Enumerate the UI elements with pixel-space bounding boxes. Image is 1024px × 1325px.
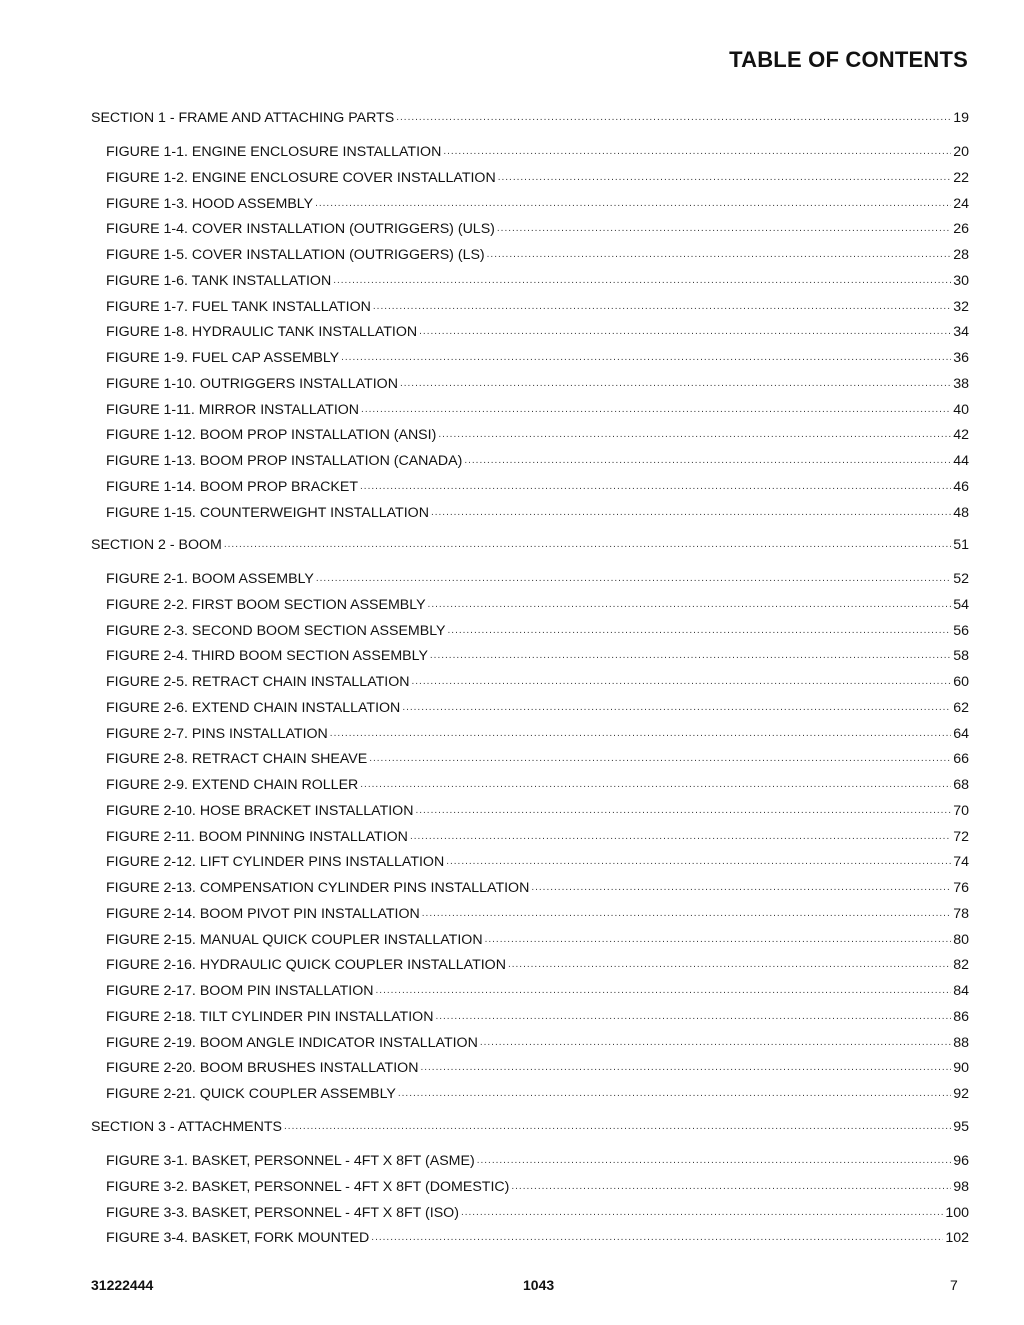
figure-entry-page-number: 76 — [953, 880, 969, 896]
dot-leader — [315, 193, 951, 213]
dot-leader — [461, 1202, 943, 1222]
section-entry-page-number: 51 — [953, 537, 969, 553]
figure-entry-title: FIGURE 2-10. HOSE BRACKET INSTALLATION — [106, 802, 414, 819]
dot-leader — [477, 1150, 952, 1170]
figure-entry-page-number: 32 — [953, 298, 969, 315]
figure-entry-page-number: 34 — [953, 324, 969, 341]
figure-entry-page-number: 78 — [953, 905, 969, 922]
dot-leader — [402, 697, 951, 717]
footer-model-number: 1043 — [523, 1277, 555, 1293]
figure-entry-title: FIGURE 2-15. MANUAL QUICK COUPLER INSTALLATION — [106, 931, 483, 948]
figure-entry-title: FIGURE 1-8. HYDRAULIC TANK INSTALLATION — [106, 324, 418, 341]
dot-leader — [333, 270, 951, 290]
figure-entry-page-number: 102 — [945, 1230, 969, 1247]
figure-entry-page-number: 72 — [953, 828, 969, 845]
figure-entry[interactable] — [106, 272, 969, 290]
figure-entry[interactable] — [106, 673, 969, 691]
dot-leader — [369, 748, 951, 768]
figure-entry-title: FIGURE 3-2. BASKET, PERSONNEL - 4FT X 8FT (DOMESTIC) — [106, 1178, 510, 1195]
figure-entry[interactable] — [106, 349, 969, 367]
figure-entry-page-number: 28 — [953, 247, 969, 263]
figure-entry-title: FIGURE 2-13. COMPENSATION CYLINDER PINS INSTALLATION — [106, 880, 530, 896]
figure-entry-page-number: 46 — [953, 478, 969, 495]
figure-entry-title: FIGURE 1-14. BOOM PROP BRACKET — [106, 478, 359, 495]
figure-entry-page-number: 20 — [953, 144, 969, 160]
dot-leader — [284, 1116, 951, 1136]
figure-entry-title: FIGURE 1-3. HOOD ASSEMBLY — [106, 195, 314, 212]
figure-entry[interactable] — [106, 853, 969, 871]
figure-entry-title: FIGURE 1-4. COVER INSTALLATION (OUTRIGGERS) (ULS) — [106, 221, 495, 238]
dot-leader — [422, 903, 951, 923]
figure-entry-title: FIGURE 2-21. QUICK COUPLER ASSEMBLY — [106, 1086, 396, 1102]
figure-entry-page-number: 100 — [945, 1204, 969, 1221]
section-entry[interactable] — [91, 109, 969, 127]
figure-entry-title: FIGURE 3-3. BASKET, PERSONNEL - 4FT X 8FT (ISO) — [106, 1204, 459, 1221]
figure-entry-page-number: 24 — [953, 195, 969, 212]
dot-leader — [511, 1176, 951, 1196]
figure-entry[interactable] — [106, 1059, 969, 1077]
figure-entry[interactable] — [106, 905, 969, 923]
figure-entry[interactable] — [106, 220, 969, 238]
figure-entry-page-number: 40 — [953, 401, 969, 418]
figure-entry-title: FIGURE 3-4. BASKET, FORK MOUNTED — [106, 1230, 370, 1247]
figure-entry[interactable] — [106, 452, 969, 470]
figure-entry-page-number: 96 — [953, 1153, 969, 1169]
figure-entry-page-number: 42 — [953, 427, 969, 444]
dot-leader — [431, 502, 951, 522]
dot-leader — [420, 1057, 951, 1077]
dot-leader — [410, 826, 951, 846]
dot-leader — [480, 1032, 951, 1052]
figure-entry-title: FIGURE 3-1. BASKET, PERSONNEL - 4FT X 8FT (ASME) — [106, 1153, 475, 1169]
figure-entry[interactable] — [106, 956, 969, 974]
figure-entry[interactable] — [106, 982, 969, 1000]
dot-leader — [435, 1006, 951, 1026]
figure-entry[interactable] — [106, 776, 969, 794]
figure-entry[interactable] — [106, 725, 969, 743]
figure-entry-page-number: 56 — [953, 622, 969, 639]
dot-leader — [330, 723, 951, 743]
figure-entry-title: FIGURE 2-14. BOOM PIVOT PIN INSTALLATION — [106, 905, 420, 922]
figure-entry-page-number: 36 — [953, 350, 969, 366]
footer-page-number: 7 — [950, 1277, 958, 1293]
figure-entry[interactable] — [106, 802, 969, 820]
figure-entry[interactable] — [106, 750, 969, 768]
figure-entry[interactable] — [106, 570, 969, 588]
dot-leader — [485, 929, 952, 949]
figure-entry-title: FIGURE 2-1. BOOM ASSEMBLY — [106, 571, 314, 587]
figure-entry-title: FIGURE 2-16. HYDRAULIC QUICK COUPLER INSTALLATION — [106, 957, 506, 974]
figure-entry[interactable] — [106, 1152, 969, 1170]
dot-leader — [360, 774, 951, 794]
figure-entry-page-number: 70 — [953, 802, 969, 819]
dot-leader — [531, 877, 951, 897]
figure-entry-title: FIGURE 1-2. ENGINE ENCLOSURE COVER INSTALLATION — [106, 169, 496, 186]
figure-entry-page-number: 64 — [953, 725, 969, 742]
dot-leader — [438, 424, 951, 444]
figure-entry-page-number: 66 — [953, 751, 969, 768]
figure-entry[interactable] — [106, 596, 969, 614]
figure-entry[interactable] — [106, 828, 969, 846]
figure-entry-page-number: 84 — [953, 983, 969, 999]
figure-entry-title: FIGURE 1-15. COUNTERWEIGHT INSTALLATION — [106, 504, 429, 521]
figure-entry-title: FIGURE 2-17. BOOM PIN INSTALLATION — [106, 983, 374, 999]
figure-entry[interactable] — [106, 1229, 969, 1247]
figure-entry[interactable] — [106, 478, 969, 496]
figure-entry-page-number: 30 — [953, 272, 969, 289]
dot-leader — [360, 476, 951, 496]
dot-leader — [361, 399, 951, 419]
figure-entry[interactable] — [106, 323, 969, 341]
dot-leader — [430, 645, 951, 665]
figure-entry-page-number: 22 — [953, 169, 969, 186]
figure-entry[interactable] — [106, 195, 969, 213]
figure-entry-title: FIGURE 1-13. BOOM PROP INSTALLATION (CANADA) — [106, 453, 463, 469]
figure-entry-page-number: 88 — [953, 1034, 969, 1051]
dot-leader — [419, 321, 951, 341]
dot-leader — [400, 373, 951, 393]
figure-entry[interactable] — [106, 246, 969, 264]
dot-leader — [446, 851, 951, 871]
section-entry-title: SECTION 3 - ATTACHMENTS — [91, 1119, 283, 1135]
figure-entry-title: FIGURE 1-6. TANK INSTALLATION — [106, 272, 332, 289]
dot-leader — [497, 218, 951, 238]
figure-entry[interactable] — [106, 931, 969, 949]
figure-entry-title: FIGURE 2-8. RETRACT CHAIN SHEAVE — [106, 751, 368, 768]
dot-leader — [373, 296, 951, 316]
dot-leader — [448, 620, 952, 640]
figure-entry-title: FIGURE 2-12. LIFT CYLINDER PINS INSTALLATION — [106, 854, 445, 871]
dot-leader — [371, 1227, 943, 1247]
section-entry[interactable] — [91, 536, 969, 554]
figure-entry-page-number: 98 — [953, 1178, 969, 1195]
figure-entry[interactable] — [106, 1008, 969, 1026]
dot-leader — [464, 450, 951, 470]
figure-entry-page-number: 92 — [953, 1086, 969, 1102]
footer-part-number: 31222444 — [91, 1277, 154, 1293]
dot-leader — [412, 671, 952, 691]
figure-entry[interactable] — [106, 647, 969, 665]
section-entry-title: SECTION 1 - FRAME AND ATTACHING PARTS — [91, 110, 395, 126]
figure-entry-page-number: 58 — [953, 648, 969, 665]
figure-entry[interactable] — [106, 169, 969, 187]
figure-entry[interactable] — [106, 143, 969, 161]
figure-entry-title: FIGURE 2-3. SECOND BOOM SECTION ASSEMBLY — [106, 622, 446, 639]
figure-entry-page-number: 48 — [953, 504, 969, 521]
dot-leader — [428, 594, 952, 614]
figure-entry-title: FIGURE 1-9. FUEL CAP ASSEMBLY — [106, 350, 340, 366]
figure-entry-title: FIGURE 2-18. TILT CYLINDER PIN INSTALLATION — [106, 1008, 434, 1025]
dot-leader — [341, 347, 951, 367]
figure-entry-title: FIGURE 2-6. EXTEND CHAIN INSTALLATION — [106, 699, 401, 716]
figure-entry-page-number: 52 — [953, 571, 969, 587]
figure-entry-title: FIGURE 2-9. EXTEND CHAIN ROLLER — [106, 777, 359, 793]
figure-entry[interactable] — [106, 426, 969, 444]
figure-entry-title: FIGURE 1-11. MIRROR INSTALLATION — [106, 401, 360, 418]
section-entry-title: SECTION 2 - BOOM — [91, 537, 222, 553]
figure-entry-page-number: 86 — [953, 1008, 969, 1025]
figure-entry-page-number: 60 — [953, 674, 969, 690]
figure-entry-title: FIGURE 2-4. THIRD BOOM SECTION ASSEMBLY — [106, 648, 428, 665]
figure-entry[interactable] — [106, 1034, 969, 1052]
dot-leader — [398, 1083, 951, 1103]
figure-entry-page-number: 74 — [953, 854, 969, 871]
figure-entry-title: FIGURE 2-2. FIRST BOOM SECTION ASSEMBLY — [106, 596, 426, 613]
figure-entry-title: FIGURE 1-5. COVER INSTALLATION (OUTRIGGERS) (LS) — [106, 247, 485, 263]
page-title: TABLE OF CONTENTS — [729, 47, 968, 72]
figure-entry[interactable] — [106, 375, 969, 393]
figure-entry-title: FIGURE 1-7. FUEL TANK INSTALLATION — [106, 298, 371, 315]
figure-entry-page-number: 68 — [953, 777, 969, 793]
dot-leader — [396, 107, 951, 127]
figure-entry[interactable] — [106, 879, 969, 897]
figure-entry-title: FIGURE 1-10. OUTRIGGERS INSTALLATION — [106, 375, 398, 392]
figure-entry-page-number: 62 — [953, 699, 969, 716]
dot-leader — [487, 244, 952, 264]
figure-entry[interactable] — [106, 1178, 969, 1196]
figure-entry-title: FIGURE 2-19. BOOM ANGLE INDICATOR INSTALLATION — [106, 1034, 478, 1051]
dot-leader — [415, 800, 951, 820]
section-entry-page-number: 95 — [953, 1119, 969, 1135]
dot-leader — [224, 534, 951, 554]
figure-entry[interactable] — [106, 699, 969, 717]
figure-entry-title: FIGURE 1-12. BOOM PROP INSTALLATION (ANSI) — [106, 427, 437, 444]
dot-leader — [498, 167, 952, 187]
figure-entry[interactable] — [106, 401, 969, 419]
figure-entry-page-number: 82 — [953, 957, 969, 974]
dot-leader — [316, 568, 951, 588]
figure-entry-page-number: 80 — [953, 931, 969, 948]
figure-entry-page-number: 38 — [953, 375, 969, 392]
dot-leader — [376, 980, 952, 1000]
figure-entry-title: FIGURE 2-7. PINS INSTALLATION — [106, 725, 328, 742]
figure-entry[interactable] — [106, 298, 969, 316]
figure-entry-page-number: 90 — [953, 1060, 969, 1077]
section-entry[interactable] — [91, 1118, 969, 1136]
figure-entry[interactable] — [106, 1204, 969, 1222]
figure-entry-page-number: 44 — [953, 453, 969, 469]
section-entry-page-number: 19 — [953, 110, 969, 126]
figure-entry-title: FIGURE 2-5. RETRACT CHAIN INSTALLATION — [106, 674, 410, 690]
figure-entry-title: FIGURE 1-1. ENGINE ENCLOSURE INSTALLATION — [106, 144, 442, 160]
figure-entry[interactable] — [106, 504, 969, 522]
dot-leader — [443, 141, 951, 161]
figure-entry[interactable] — [106, 1085, 969, 1103]
dot-leader — [508, 954, 951, 974]
figure-entry-page-number: 54 — [953, 596, 969, 613]
figure-entry-title: FIGURE 2-11. BOOM PINNING INSTALLATION — [106, 828, 408, 845]
figure-entry[interactable] — [106, 622, 969, 640]
figure-entry-title: FIGURE 2-20. BOOM BRUSHES INSTALLATION — [106, 1060, 419, 1077]
figure-entry-page-number: 26 — [953, 221, 969, 238]
